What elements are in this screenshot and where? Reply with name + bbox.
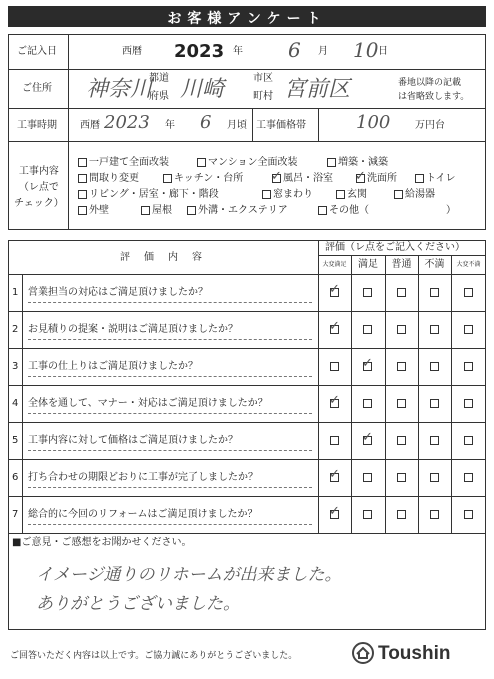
address-note: 番地以降の記載 は省略致します。 [398,78,470,102]
rating-checkbox[interactable] [464,362,473,371]
address-city-value: 川崎 [180,77,225,102]
rating-checkbox[interactable] [464,325,473,334]
content-item-label: 外壁 [89,205,109,216]
rating-column-header: 大変不満 [456,261,481,268]
check-mark-icon: ✓ [271,169,282,184]
content-item-label: 一戸建て全面改装 [89,157,169,168]
period-year: 2023 [104,112,150,133]
rating-checkbox[interactable] [430,510,439,519]
check-mark-icon: ✓ [362,430,373,445]
rating-checkbox[interactable] [464,436,473,445]
price-label: 工事価格帯 [256,120,306,131]
content-item-label: 屋根 [152,205,172,216]
price-value: 100 [356,112,391,133]
content-item-label: トイレ [426,173,456,184]
rating-checkbox[interactable] [430,325,439,334]
date-year-unit: 年 [233,46,243,57]
eval-question: 総合的に今回のリフォームはご満足頂けましたか？ [28,509,258,520]
eval-row-number: 2 [12,324,19,335]
rating-checkbox[interactable] [330,436,339,445]
content-item-label: 増築・減築 [338,157,388,168]
content-item-label: リビング・居室・廊下・階段 [89,189,219,200]
eval-question: 工事内容に対して価格はご満足頂けましたか？ [28,435,238,446]
check-mark-icon: ✓ [362,356,373,371]
check-mark-icon: ✓ [329,282,340,297]
period-year-unit: 年 [165,120,175,131]
rating-checkbox[interactable] [397,473,406,482]
content-checkbox[interactable] [336,190,345,199]
address-label: ご住所 [22,83,52,94]
address-pref-bottom: 府県 [149,91,169,102]
content-checkbox[interactable] [163,174,172,183]
content-checkbox[interactable] [394,190,403,199]
comment-line-1: イメージ通りのリホームが出来ました。 [36,565,342,585]
check-mark-icon: ✓ [329,504,340,519]
rating-checkbox[interactable] [430,399,439,408]
eval-table [8,240,486,534]
rating-checkbox[interactable] [397,288,406,297]
rating-column-header: 満足 [358,259,378,270]
date-label: ご記入日 [17,46,57,57]
rating-checkbox[interactable] [397,436,406,445]
content-checkbox[interactable] [78,158,87,167]
rating-checkbox[interactable] [363,473,372,482]
check-mark-icon: ✓ [355,169,366,184]
date-era: 西暦 [122,46,142,57]
content-item-label: 玄関 [347,189,367,200]
price-unit: 万円台 [415,120,445,131]
rating-checkbox[interactable] [430,473,439,482]
content-label: 工事内容 （レ点で チェック） [14,166,64,209]
eval-question: お見積りの提案・説明はご満足頂けましたか？ [28,324,238,335]
address-pref-value: 神奈川 [86,77,153,102]
eval-header-content: 評 価 内 容 [120,252,204,263]
eval-question: 工事の仕上りはご満足頂けましたか？ [28,361,198,372]
content-checkbox[interactable] [197,158,206,167]
eval-row-number: 7 [12,509,19,520]
content-other-close: ） [446,205,456,216]
content-checkbox[interactable] [78,190,87,199]
rating-checkbox[interactable] [430,362,439,371]
period-label: 工事時期 [17,120,57,131]
content-checkbox[interactable] [141,206,150,215]
date-day-unit: 日 [378,46,388,57]
date-day-value: 10 [353,38,379,62]
rating-checkbox[interactable] [363,510,372,519]
comment-line-2: ありがとうございました。 [36,594,240,614]
period-month: 6 [200,112,212,133]
rating-checkbox[interactable] [330,362,339,371]
eval-header-rating: 評価（レ点をご記入ください） [325,242,465,253]
rating-checkbox[interactable] [397,362,406,371]
content-checkbox[interactable] [262,190,271,199]
rating-checkbox[interactable] [363,399,372,408]
eval-question: 全体を通して、マナー・対応はご満足頂けましたか？ [28,398,268,409]
house-logo-icon [352,642,374,664]
rating-checkbox[interactable] [397,510,406,519]
content-item-label: キッチン・台所 [174,173,244,184]
eval-row-number: 4 [12,398,19,409]
content-item-label: 間取り変更 [89,173,139,184]
content-item-label: 洗面所 [367,173,397,184]
eval-row-number: 1 [12,287,19,298]
rating-checkbox[interactable] [464,510,473,519]
date-month-value: 6 [288,38,301,62]
info-box [8,34,486,230]
rating-column-header: 普通 [391,259,412,270]
content-checkbox[interactable] [415,174,424,183]
address-ward-value: 宮前区 [284,77,351,102]
rating-column-header: 大変満足 [322,261,347,268]
rating-checkbox[interactable] [464,288,473,297]
eval-row-number: 6 [12,472,19,483]
rating-checkbox[interactable] [397,399,406,408]
footer-text: ご回答いただく内容は以上です。ご協力誠にありがとうございました。 [10,651,298,661]
address-city-bottom: 町村 [253,91,273,102]
content-checkbox[interactable] [327,158,336,167]
period-era: 西暦 [80,120,100,131]
content-item-label: その他（ [329,205,369,216]
content-item-label: 窓まわり [273,189,313,200]
rating-checkbox[interactable] [430,436,439,445]
rating-checkbox[interactable] [397,325,406,334]
eval-row-number: 5 [12,435,19,446]
content-checkbox[interactable] [318,206,327,215]
content-item-label: 給湯器 [405,189,435,200]
eval-question: 営業担当の対応はご満足頂けましたか？ [28,287,208,298]
brand-logo: Toushin [378,643,451,664]
rating-column-header: 不満 [424,259,445,270]
eval-question: 打ち合わせの期限どおりに工事が完了しましたか？ [28,472,258,483]
rating-checkbox[interactable] [363,325,372,334]
rating-checkbox[interactable] [464,399,473,408]
content-item-label: 外溝・エクステリア [198,205,288,216]
content-item-label: マンション全面改装 [208,157,298,168]
rating-checkbox[interactable] [430,288,439,297]
address-city-top: 市区 [253,73,273,84]
content-item-label: 風呂・浴室 [283,173,333,184]
content-checkbox[interactable] [78,206,87,215]
check-mark-icon: ✓ [329,467,340,482]
content-checkbox[interactable] [187,206,196,215]
rating-checkbox[interactable] [363,288,372,297]
check-mark-icon: ✓ [329,319,340,334]
page-title: お客様アンケート [167,11,327,27]
date-year: 2023 [174,41,225,62]
comments-label: ■ご意見・ご感想をお聞かせください。 [12,537,192,548]
date-month-unit: 月 [318,46,328,57]
eval-row-number: 3 [12,361,19,372]
period-month-unit: 月頃 [227,120,247,131]
check-mark-icon: ✓ [329,393,340,408]
address-pref-top: 都道 [149,73,169,84]
content-checkbox[interactable] [78,174,87,183]
rating-checkbox[interactable] [464,473,473,482]
